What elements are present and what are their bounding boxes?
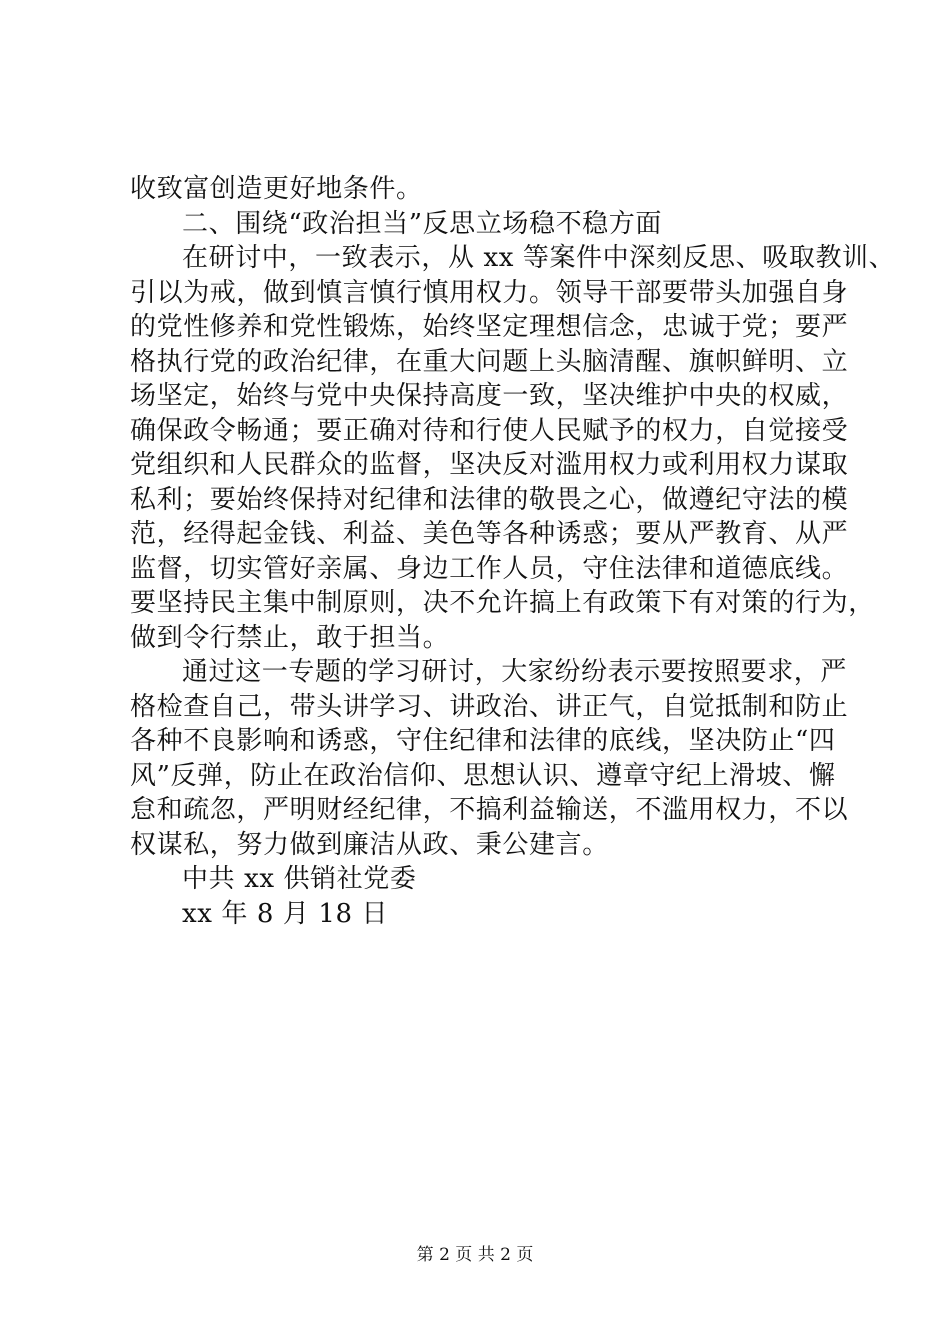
text-line-16: 格检查自己，带头讲学习、讲政治、讲正气，自觉抵制和防止: [130, 691, 849, 722]
text-line-13: 要坚持民主集中制原则，决不允许搞上有政策下有对策的行为，: [130, 588, 875, 618]
text-line-9: 党组织和人民群众的监督，坚决反对滥用权力或利用权力谋取: [130, 450, 849, 480]
signature-organization: 中共 xx 供销社党委: [182, 864, 417, 894]
text-line-17: 各种不良影响和诱惑，守住纪律和法律的底线，坚决防止“四: [130, 726, 836, 756]
text-line-11: 范，经得起金钱、利益、美色等各种诱惑；要从严教育、从严: [130, 519, 849, 549]
text-line-7: 场坚定，始终与党中央保持高度一致，坚决维护中央的权威，: [130, 381, 849, 411]
text-line-4: 引以为戒，做到慎言慎行慎用权力。领导干部要带头加强自身: [130, 277, 849, 308]
document-body: [130, 172, 896, 931]
text-line-6: 格执行党的政治纪律，在重大问题上头脑清醒、旗帜鲜明、立: [130, 346, 849, 377]
text-line-5: 的党性修养和党性锻炼，始终坚定理想信念，忠诚于党；要严: [130, 312, 849, 342]
page-number-footer: 第 2 页 共 2 页: [416, 1245, 534, 1265]
text-line-20: 权谋私，努力做到廉洁从政、秉公建言。: [130, 829, 609, 860]
text-line-12: 监督，切实管好亲属、身边工作人员，守住法律和道德底线。: [130, 553, 849, 584]
text-line-15: 通过这一专题的学习研讨，大家纷纷表示要按照要求，严: [182, 657, 848, 687]
text-line-3: 在研讨中，一致表示，从 xx 等案件中深刻反思、吸取教训、: [182, 243, 896, 273]
text-line-14: 做到令行禁止，敢于担当。: [130, 622, 450, 653]
text-line-1: 收致富创造更好地条件。: [130, 174, 423, 204]
text-line-19: 怠和疏忽，严明财经纪律，不搞利益输送，不滥用权力，不以: [130, 795, 849, 825]
section-heading: 二、围绕“政治担当”反思立场稳不稳方面: [182, 208, 662, 239]
text-line-8: 确保政令畅通；要正确对待和行使人民赋予的权力，自觉接受: [130, 415, 849, 446]
signature-date: xx 年 8 月 18 日: [182, 898, 389, 929]
text-line-10: 私利；要始终保持对纪律和法律的敬畏之心，做遵纪守法的模: [130, 484, 849, 515]
text-line-18: 风”反弹，防止在政治信仰、思想认识、遵章守纪上滑坡、懈: [130, 760, 836, 791]
